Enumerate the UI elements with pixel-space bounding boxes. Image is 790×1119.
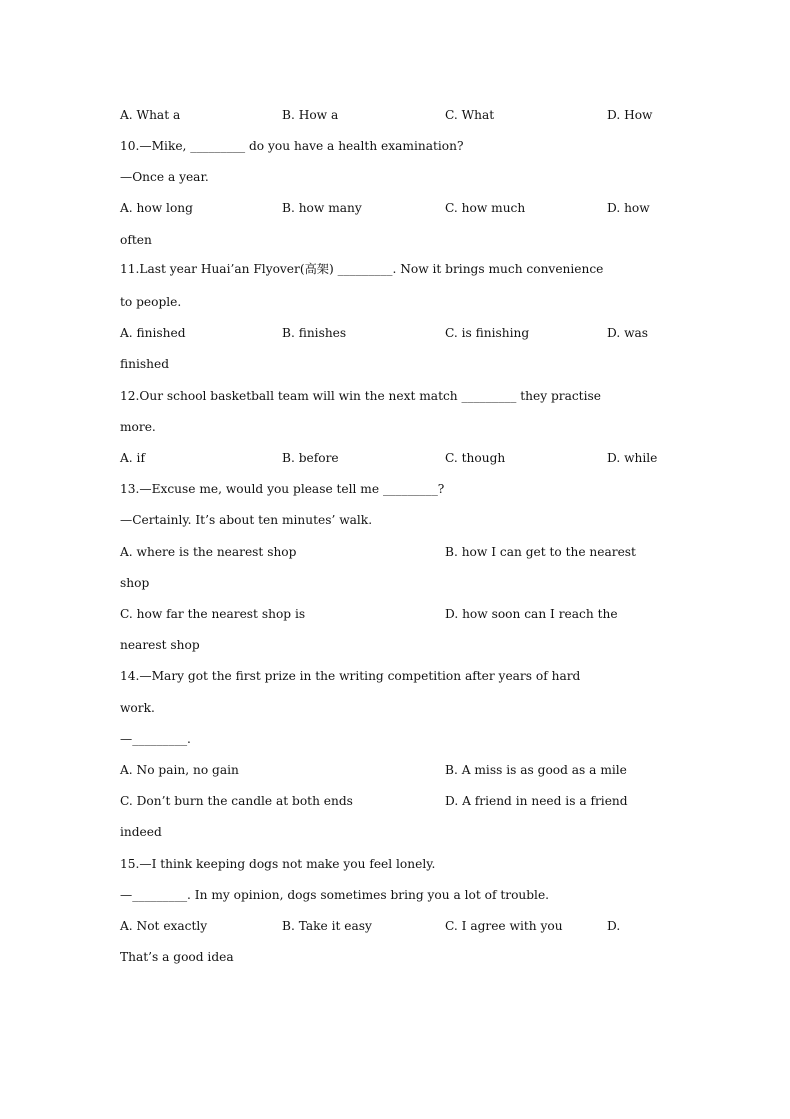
q13-option-b: B. how I can get to the nearest — [445, 545, 636, 559]
q12-option-c: C. though — [445, 451, 506, 465]
q15-stem: 15.—I think keeping dogs not make you feel lonely. — [120, 857, 436, 871]
q15-option-d-cont: That’s a good idea — [120, 950, 234, 964]
q15-option-a: A. Not exactly — [120, 919, 208, 933]
q9-option-d: D. How — [607, 108, 653, 122]
q12-option-a: A. if — [120, 451, 145, 465]
q10-stem: 10.—Mike, _________ do you have a health examination? — [120, 139, 464, 153]
q13-option-d: D. how soon can I reach the — [445, 607, 618, 621]
q15-reply: —_________. In my opinion, dogs sometimes bring you a lot of trouble. — [120, 888, 550, 902]
q13-reply: —Certainly. It’s about ten minutes’ walk. — [120, 513, 373, 527]
q11-stem: 11.Last year Huai’an Flyover(高架) _________. Now it brings much convenience — [120, 262, 604, 276]
q9-option-c: C. What — [445, 108, 495, 122]
q9-option-a: A. What a — [120, 108, 181, 122]
q15-option-d: D. — [607, 919, 621, 933]
q11-option-c: C. is finishing — [445, 326, 530, 340]
q10-option-b: B. how many — [282, 201, 362, 215]
q10-option-c: C. how much — [445, 201, 526, 215]
q13-option-a: A. where is the nearest shop — [120, 545, 297, 559]
q15-option-c: C. I agree with you — [445, 919, 563, 933]
q13-stem: 13.—Excuse me, would you please tell me _________? — [120, 482, 445, 496]
q13-option-b-cont: shop — [120, 576, 150, 590]
q10-option-d-cont: often — [120, 233, 152, 247]
q11-option-d-cont: finished — [120, 357, 169, 371]
q14-option-a: A. No pain, no gain — [120, 763, 239, 777]
q14-stem: 14.—Mary got the first prize in the writing competition after years of hard — [120, 669, 581, 683]
q10-option-a: A. how long — [120, 201, 193, 215]
q14-stem-cont: work. — [120, 701, 155, 715]
q10-option-d: D. how — [607, 201, 650, 215]
q11-option-d: D. was — [607, 326, 649, 340]
q12-stem: 12.Our school basketball team will win the next match _________ they practise — [120, 389, 601, 403]
q14-option-d: D. A friend in need is a friend — [445, 794, 628, 808]
q14-option-b: B. A miss is as good as a mile — [445, 763, 627, 777]
q12-option-b: B. before — [282, 451, 339, 465]
q12-stem-cont: more. — [120, 420, 156, 434]
q10-reply: —Once a year. — [120, 170, 209, 184]
q14-option-c: C. Don’t burn the candle at both ends — [120, 794, 353, 808]
q9-option-b: B. How a — [282, 108, 339, 122]
q12-option-d: D. while — [607, 451, 658, 465]
q14-option-d-cont: indeed — [120, 825, 162, 839]
q13-option-d-cont: nearest shop — [120, 638, 200, 652]
q15-option-b: B. Take it easy — [282, 919, 372, 933]
q13-option-c: C. how far the nearest shop is — [120, 607, 306, 621]
q11-stem-cont: to people. — [120, 295, 182, 309]
q14-reply: —_________. — [120, 732, 191, 746]
q11-option-b: B. finishes — [282, 326, 347, 340]
q11-option-a: A. finished — [120, 326, 186, 340]
